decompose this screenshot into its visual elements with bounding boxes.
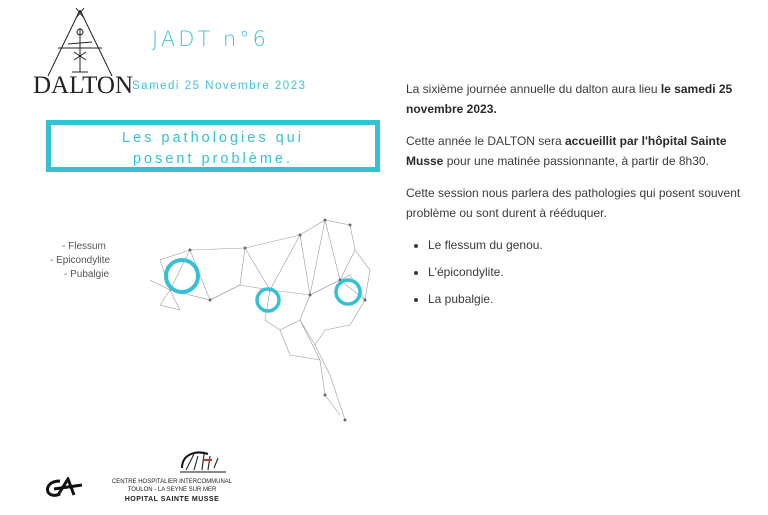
- highlight-circle-knee: [166, 260, 198, 292]
- dalton-logo-text: DALTON: [33, 72, 134, 99]
- sponsor-logos: [44, 448, 244, 513]
- polygonal-runner-illustration: [150, 210, 390, 435]
- highlight-circle-hip: [336, 280, 360, 304]
- hospital-line-1: CENTRE HOSPITALIER INTERCOMMUNAL: [111, 479, 233, 485]
- theme-line-1: Les pathologies qui: [122, 130, 304, 146]
- chi-emblem-icon: [174, 448, 230, 476]
- event-description: [406, 79, 752, 316]
- theme-line-2: posent problème.: [132, 151, 294, 167]
- hospital-line-2: TOULON - LA SEYNE SUR MER: [127, 487, 217, 493]
- session-paragraph: Cette session nous parlera des pathologies qui posent souvent problème ou sont durent à rééduquer.: [406, 186, 741, 220]
- intro-paragraph: La sixième journée annuelle du dalton aura lieu le samedi 25 novembre 2023.: [406, 82, 733, 116]
- event-title: JADT n°6: [152, 27, 270, 51]
- highlight-circle-elbow: [257, 289, 279, 311]
- hospital-name: HOPITAL SAINTE MUSSE: [124, 496, 220, 503]
- event-date: Samedi 25 Novembre 2023: [132, 80, 307, 92]
- list-item: • Le flessum du genou.: [428, 235, 752, 255]
- topics-list: [406, 235, 752, 309]
- list-item: • La pubalgie.: [428, 289, 752, 309]
- theme-banner: [46, 120, 380, 172]
- condition-flessum: - Flessum: [62, 241, 106, 252]
- credit-agricole-logo: [44, 477, 84, 499]
- list-item: • L'épicondylite.: [428, 262, 752, 282]
- host-paragraph: Cette année le DALTON sera accueillit par l'hôpital Sainte Musse pour une matinée passionnante, à partir de 8h30.: [406, 134, 727, 168]
- condition-pubalgie: - Pubalgie: [64, 269, 110, 280]
- condition-epicondylite: - Epicondylite: [50, 255, 111, 266]
